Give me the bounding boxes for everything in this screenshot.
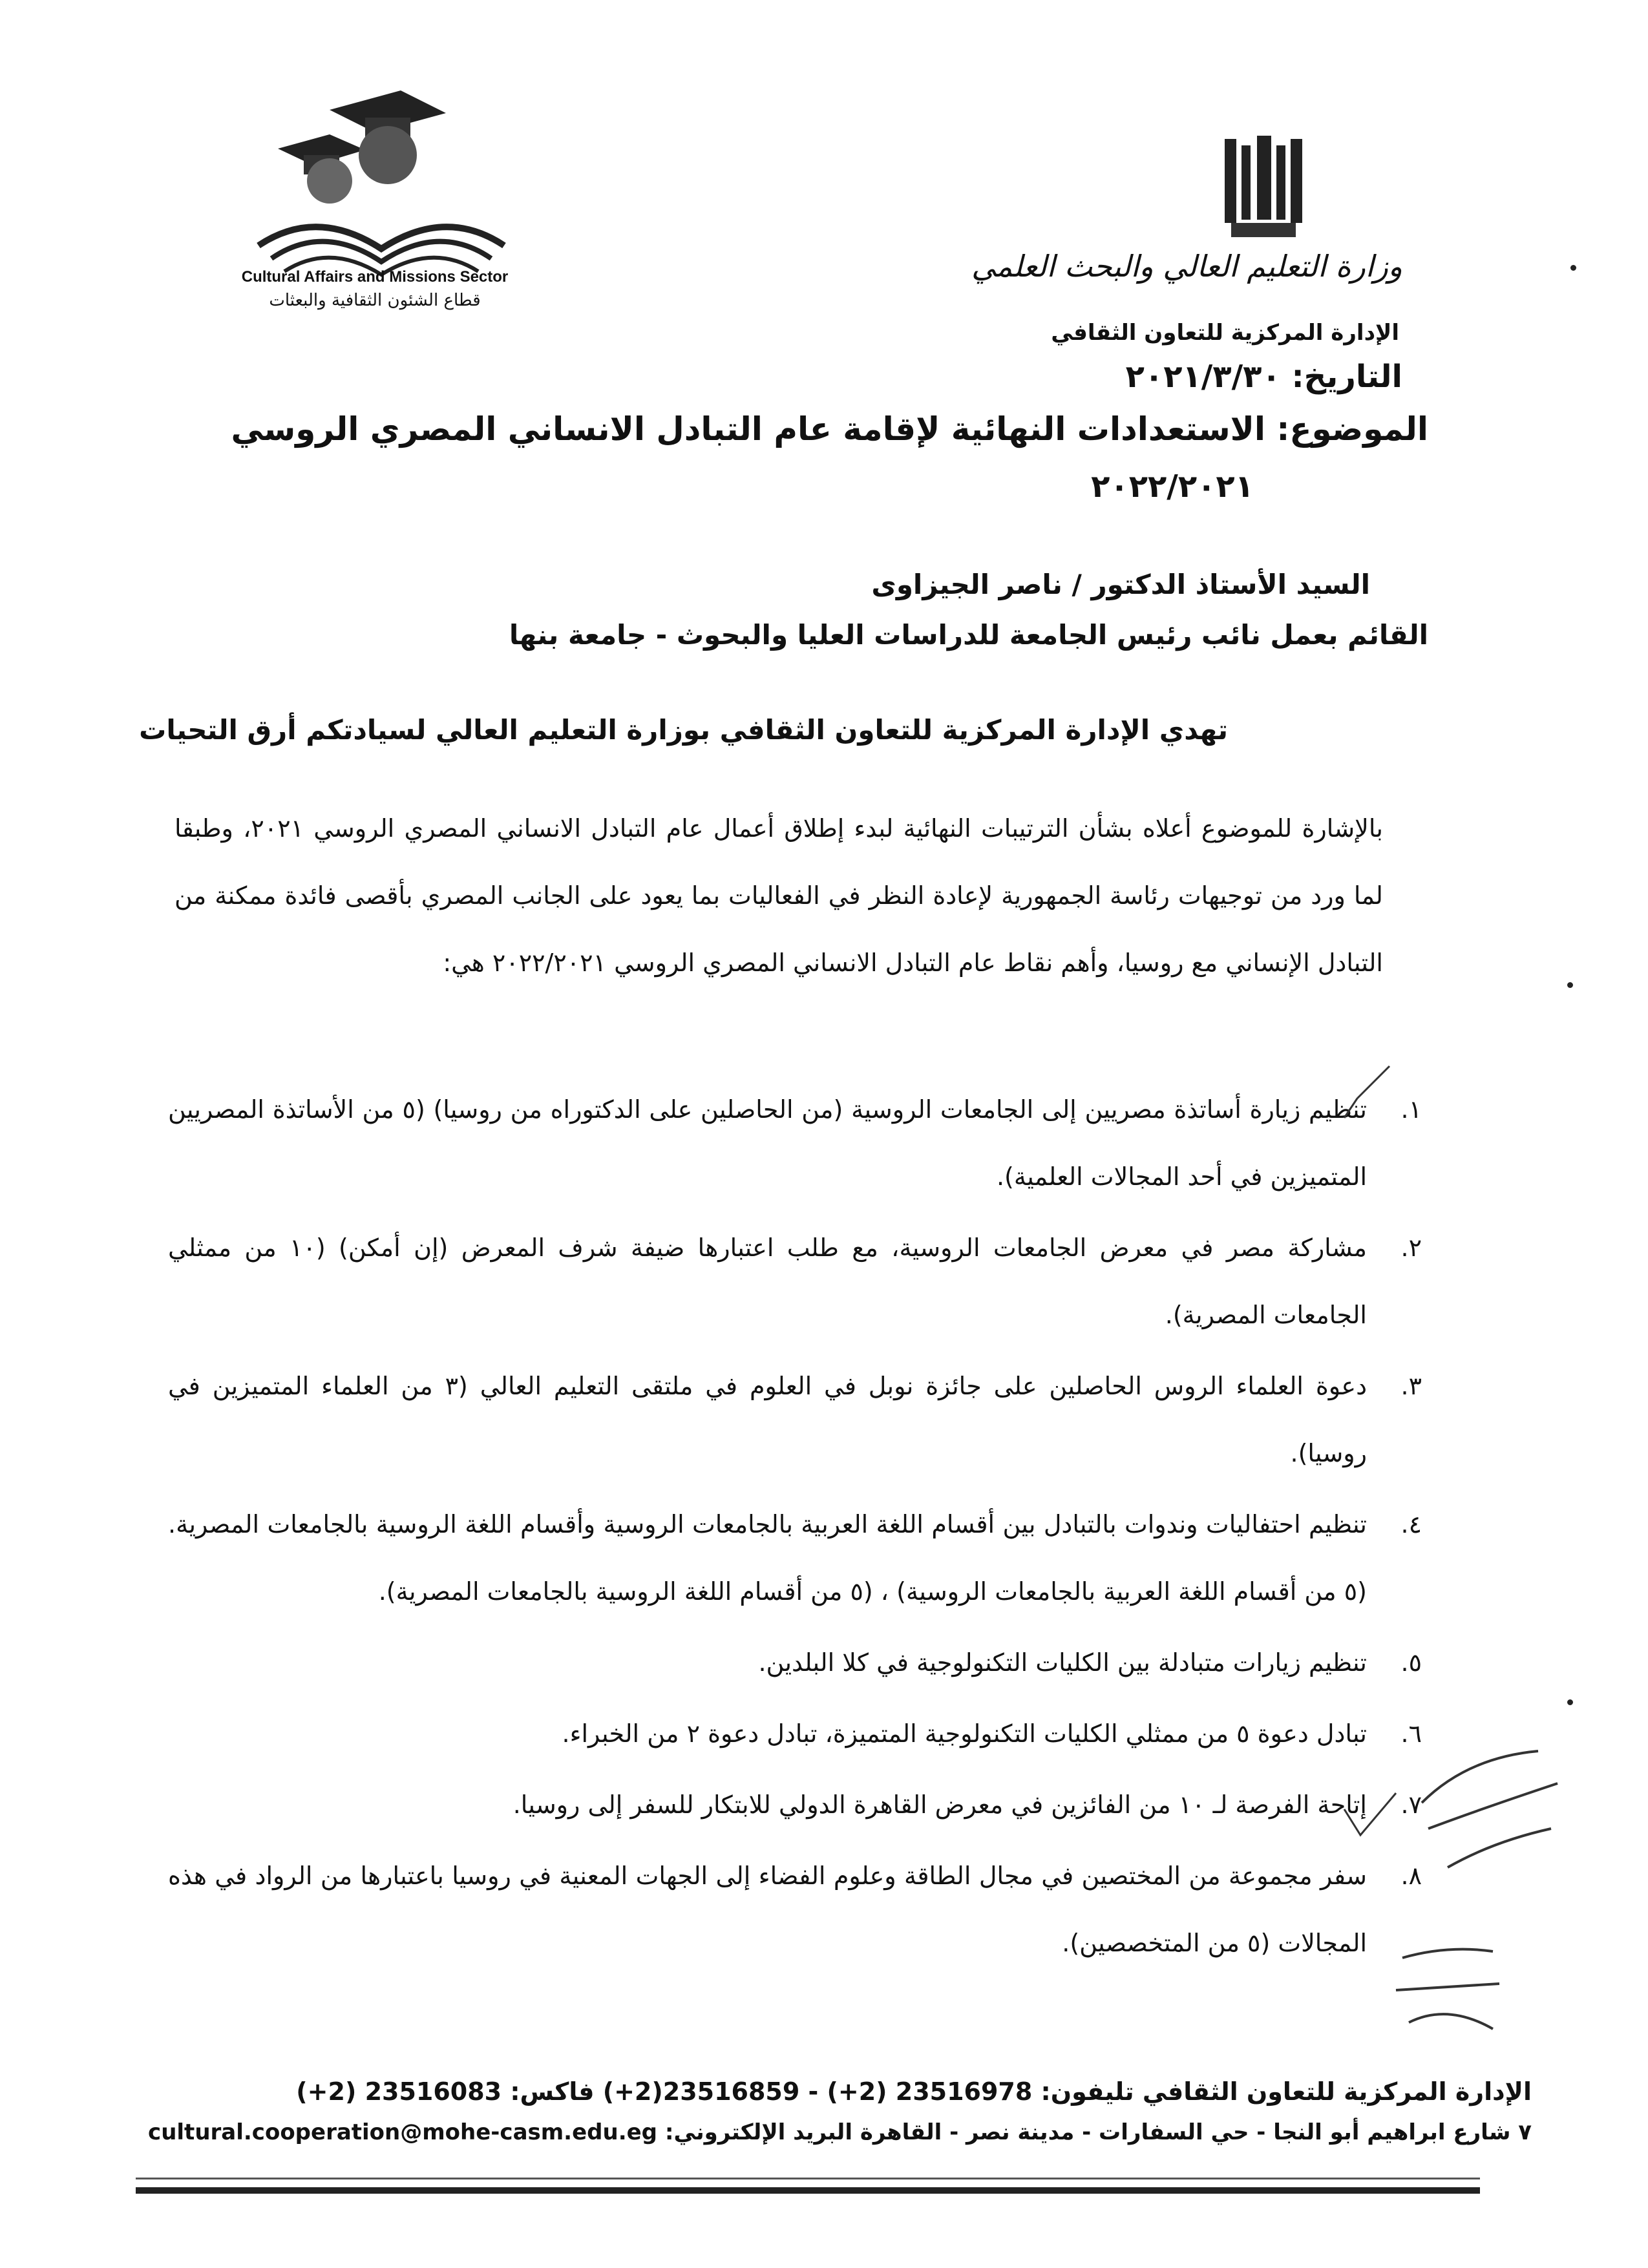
item-number: ٣. (1400, 1372, 1422, 1400)
recipient-name: السيد الأستاذ الدكتور / ناصر الجيزاوى (871, 569, 1370, 600)
recipient-title: القائم بعمل نائب رئيس الجامعة للدراسات العليا والبحوث - جامعة بنها (509, 619, 1428, 651)
logo-caption-ar: قطاع الشئون الثقافية والبعثات (269, 291, 481, 310)
graduation-caps-book-logo (233, 78, 530, 323)
scan-dot (1567, 982, 1573, 988)
scan-dot (1570, 265, 1576, 271)
points-list (168, 1076, 1422, 1980)
item-number: ٥. (1400, 1648, 1422, 1677)
item-number: ٧. (1400, 1790, 1422, 1819)
footer-divider (136, 2178, 1480, 2179)
footer-divider (136, 2187, 1480, 2194)
list-item (168, 1771, 1422, 1838)
footer-address-line: ٧ شارع ابراهيم أبو النجا - حي السفارات - مدينة نصر - القاهرة البريد الإلكتروني: cultural.cooperation@mohe-casm.edu.eg (148, 2119, 1532, 2145)
handwritten-check-mark (1331, 1783, 1409, 1854)
item-number: ١. (1400, 1095, 1422, 1124)
scan-dot (1567, 1699, 1573, 1705)
list-item (168, 1214, 1422, 1349)
greeting: تهدي الإدارة المركزية للتعاون الثقافي بوزارة التعليم العالي لسيادتكم أرق التحيات (139, 714, 1228, 746)
list-item (168, 1629, 1422, 1696)
item-text: تنظيم زيارة أساتذة مصريين إلى الجامعات الروسية (من الحاصلين على الدكتوراه من روسيا) (٥ من الأساتذة المصريين المتميزين في أحد المجالات العلمية). (168, 1095, 1368, 1191)
item-text: دعوة العلماء الروس الحاصلين على جائزة نوبل في العلوم في ملتقى التعليم العالي (٣ من العلماء المتميزين في روسيا). (168, 1372, 1368, 1467)
footer-contact-line: الإدارة المركزية للتعاون الثقافي تليفون: 23516978 (2+) - 23516859(2+) فاكس: 23516083 (2+) (296, 2077, 1532, 2106)
item-text: تنظيم زيارات متبادلة بين الكليات التكنولوجية في كلا البلدين. (758, 1648, 1367, 1677)
item-number: ٨. (1400, 1862, 1422, 1890)
item-number: ٤. (1400, 1510, 1422, 1538)
item-number: ٢. (1400, 1234, 1422, 1262)
list-item (168, 1076, 1422, 1210)
department-name: الإدارة المركزية للتعاون الثقافي (1051, 320, 1399, 346)
item-text: تبادل دعوة ٥ من ممثلي الكليات التكنولوجية المتميزة، تبادل دعوة ٢ من الخبراء. (562, 1719, 1367, 1748)
subject-line: الموضوع: الاستعدادات النهائية لإقامة عام التبادل الانساني المصري الروسي (231, 410, 1428, 448)
list-item (168, 1491, 1422, 1625)
egypt-eagle-emblem (1212, 132, 1315, 246)
ministry-name: وزارة التعليم العالي والبحث العلمي (971, 249, 1402, 284)
list-item (168, 1842, 1422, 1977)
list-item (168, 1700, 1422, 1767)
item-text: تنظيم احتفاليات وندوات بالتبادل بين أقسام اللغة العربية بالجامعات الروسية وأقسام اللغة الروسية بالجامعات المصرية. (٥ من أقسام اللغة العربية بالجامعات الروسية) ، (٥ من أقسام اللغة الروسية بالجامعات المصرية). (168, 1510, 1367, 1606)
handwritten-check-mark (1338, 1060, 1396, 1131)
handwritten-annotation (1383, 1932, 1512, 2061)
list-item (168, 1352, 1422, 1487)
subject-year: ٢٠٢٢/٢٠٢١ (1091, 468, 1254, 505)
letter-date: التاريخ: ٢٠٢١/٣/٣٠ (1125, 359, 1402, 395)
item-text: مشاركة مصر في معرض الجامعات الروسية، مع طلب اعتبارها ضيفة شرف المعرض (إن أمكن) (١٠ من ممثلي الجامعات المصرية). (168, 1234, 1368, 1329)
item-text: إتاحة الفرصة لـ ١٠ من الفائزين في معرض القاهرة الدولي للابتكار للسفر إلى روسيا. (512, 1790, 1367, 1819)
handwritten-annotation (1409, 1732, 1577, 1887)
logo-caption-en: Cultural Affairs and Missions Sector (241, 268, 509, 286)
item-text: سفر مجموعة من المختصين في مجال الطاقة وعلوم الفضاء إلى الجهات المعنية في روسيا باعتبارها من الرواد في هذه المجالات (٥ من المتخصصين). (168, 1862, 1367, 1957)
intro-paragraph: بالإشارة للموضوع أعلاه بشأن الترتيبات النهائية لبدء إطلاق أعمال عام التبادل الانساني المصري الروسي ٢٠٢١، وطبقا لما ورد من توجيهات رئاسة الجمهورية لإعادة النظر في الفعاليات بما يعود على الجانب المصري بأقصى فائدة ممكنة من التبادل الإنساني مع روسيا، وأهم نقاط عام التبادل الانساني المصري الروسي ٢٠٢٢/٢٠٢١ هي: (174, 814, 1383, 977)
item-number: ٦. (1400, 1719, 1422, 1748)
